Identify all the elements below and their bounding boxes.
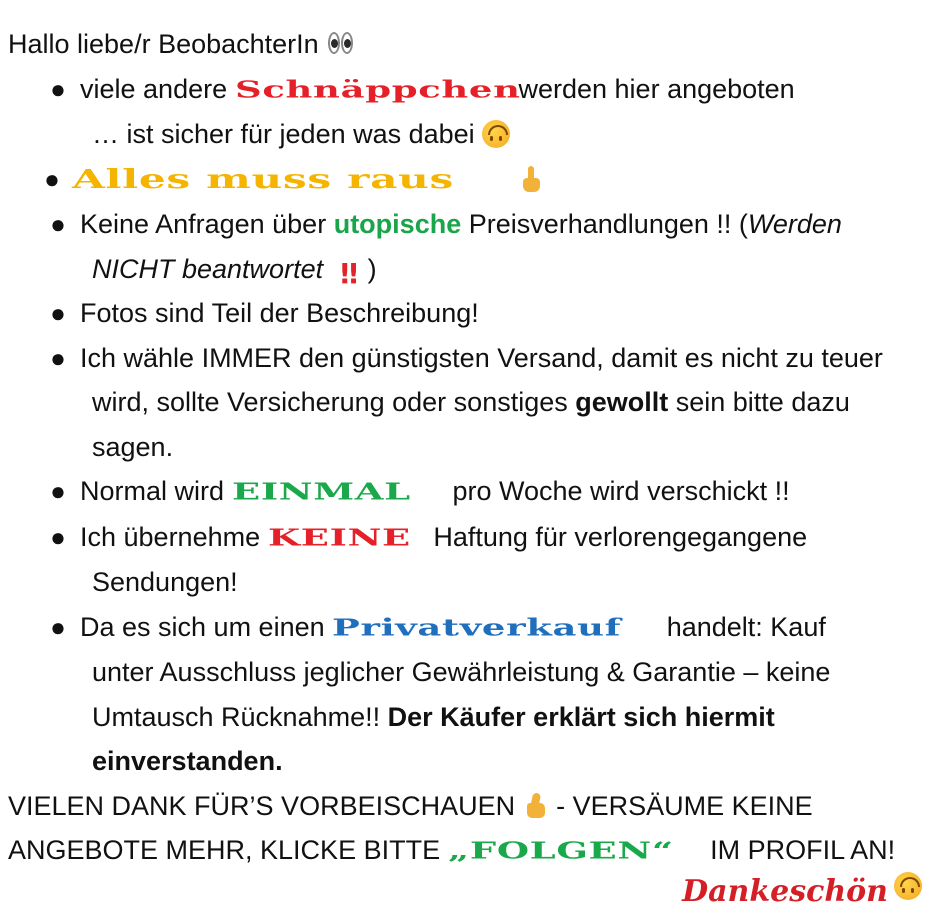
eyes-icon [326,30,354,58]
double-exclamation-icon: ‼ [340,256,358,290]
highlight-schnaeppchen: Schnäppchen [234,75,521,103]
closing-text: ANGEBOTE MEHR, KLICKE BITTE [8,835,448,865]
bullet-icon: ● [50,73,66,104]
item-text: Da es sich um einen [80,611,333,642]
item-text: … ist sicher für jeden was dabei [92,119,475,149]
greeting-line [8,22,944,67]
list-item [8,336,944,470]
item-text: Umtausch Rücknahme!! [92,701,388,732]
item-text: handelt: Kauf [659,611,826,642]
item-text: Sendungen! [92,567,238,597]
item-text: Fotos sind Teil der Beschreibung! [80,298,479,328]
item-text: ) [360,253,377,284]
item-text: wird, sollte Versicherung oder sonstiges [92,387,576,417]
highlight-keine: KEINE [267,523,411,551]
closing-text: IM PROFIL AN! [702,835,896,865]
item-bold-text: Der Käufer erklärt sich hiermit [387,701,775,732]
bullet-icon: ● [50,342,66,373]
item-text: Preisverhandlungen !! ( [461,209,748,239]
bullet-icon: ● [50,521,66,552]
item-bold-text: gewollt [575,387,669,417]
closing-text: VIELEN DANK FÜR’S VORBEISCHAUEN [8,790,516,821]
highlight-privatverkauf: Privatverkauf [332,613,622,641]
bullet-icon: ● [50,476,66,506]
item-text: Keine Anfragen über [80,209,334,239]
upside-down-face-icon [894,872,922,900]
upside-down-face-icon [482,120,510,148]
item-text: pro Woche wird verschickt !! [444,476,790,506]
list-item [8,291,944,336]
signoff-text: Dankeschön [682,874,888,909]
highlight-folgen: „FOLGEN“ [447,837,674,865]
item-text: Haftung für verlorengegangene [425,521,808,552]
signoff [682,870,922,914]
bullet-icon: ● [50,611,66,642]
highlight-alles-muss-raus: Alles muss raus [72,162,454,195]
highlight-utopische: utopische [333,209,462,239]
list-item [8,202,944,291]
item-bold-text: einverstanden. [92,746,283,776]
item-italic-text: Werden [747,209,842,239]
item-text: Ich wähle IMMER den günstigsten Versand, damit es nicht zu teuer [80,342,883,373]
list-item [8,515,944,605]
list-item [8,605,944,784]
thumbs-up-icon [523,792,549,820]
bullet-icon: ● [50,209,66,239]
item-text: Ich übernehme [80,521,268,552]
item-text: werden hier angeboten [510,73,795,104]
rules-list [8,67,944,784]
item-text: viele andere [80,73,235,104]
closing-line-2 [8,828,944,874]
closing-text: - VERSÄUME KEINE [556,790,813,821]
closing-line-1 [8,784,944,829]
list-item [8,469,944,515]
list-item [8,67,944,157]
list-item [8,157,944,203]
item-text: unter Ausschluss jeglicher Gewährleistung & Garantie – keine [92,657,831,687]
item-text: sagen. [92,431,174,462]
bullet-icon: ● [50,298,66,328]
bullet-icon: ● [44,163,60,194]
item-italic-text: NICHT beantwortet [92,253,324,284]
item-text: sein bitte dazu [668,387,850,417]
greeting-text: Hallo liebe/r BeobachterIn [8,29,319,59]
pointing-up-icon [519,166,543,194]
item-text: Normal wird [80,476,232,506]
highlight-einmal: EINMAL [231,478,411,506]
